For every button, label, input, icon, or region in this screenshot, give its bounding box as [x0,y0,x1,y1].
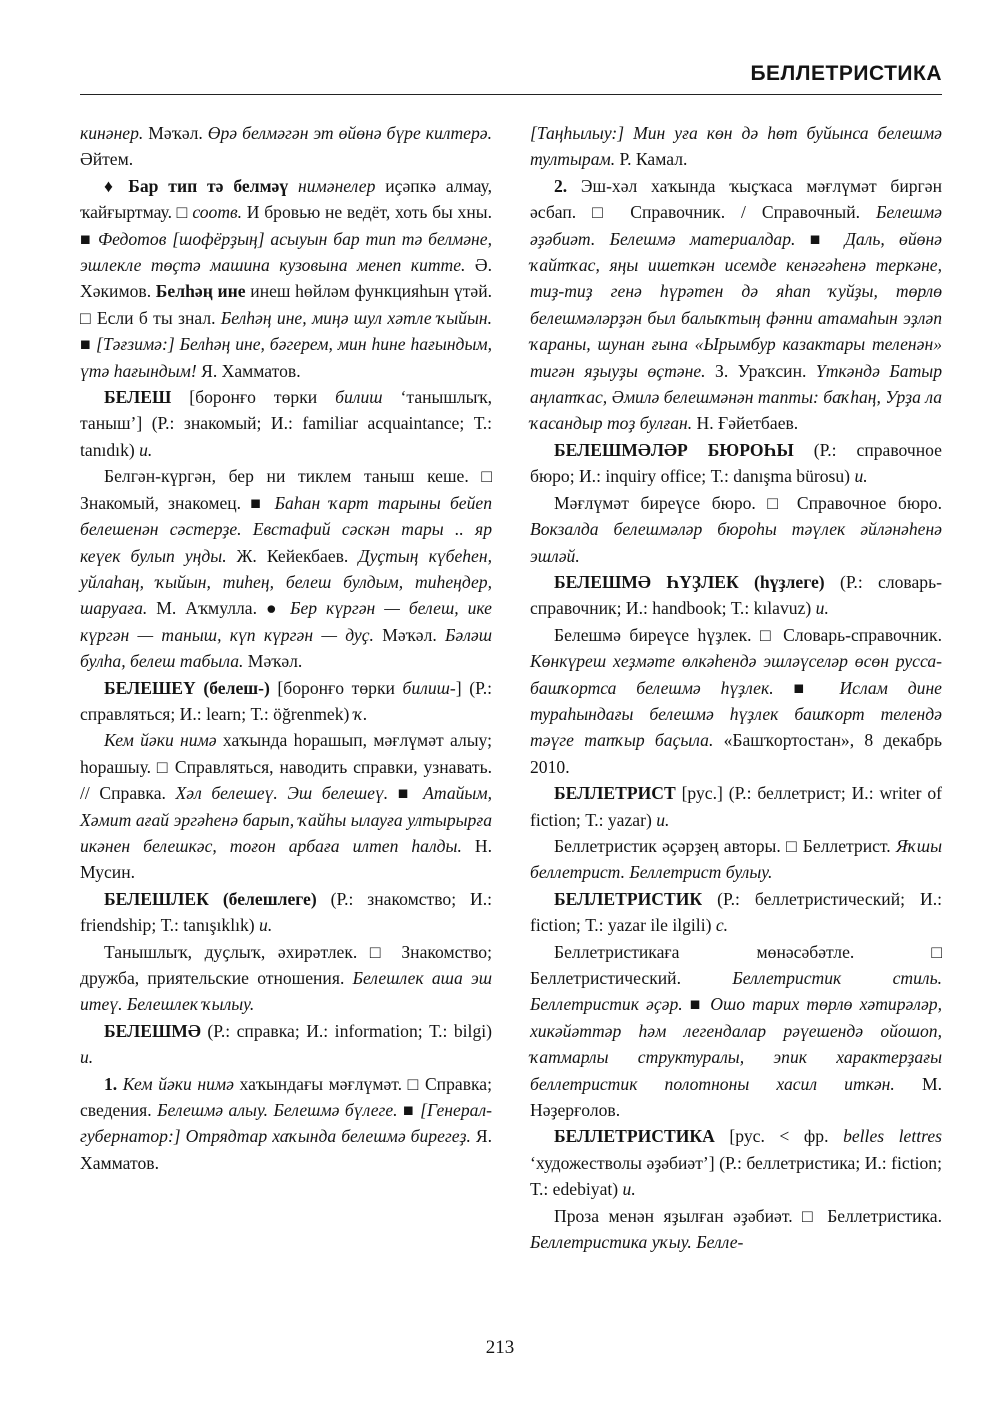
running-header [80,62,942,95]
dictionary-paragraph: [Таңһылыу:] Мин уға көн дә һөт буйынса белешмә тултырам. Р. Камал. [530,123,942,170]
dictionary-paragraph: Мәғлүмәт биреүсе бюро. □ Справочное бюро. Вокзалда белешмәләр бюроһы тәүлек әйләнәһенә эшләй. [530,492,942,566]
dictionary-paragraph: БЕЛЛЕТРИСТ [рус.] (Р.: беллетрист; И.: writer of fiction; Т.: yazar) и. [530,783,942,830]
left-column [80,120,492,1176]
dictionary-paragraph: Кем йәки нимә хаҡында һорашып, мәғлүмәт алыу; һорашыу. □ Справляться, наводить справки, узнавать. // Справка. Хәл белешеү. Эш белешеү. ■ Атайым, Хәмит ағай эргәһенә барып, ҡайһы ылауға ултырырға икәнен белешкәс, тоғон арбаға илтеп һалды. Н. Мусин. [80,730,492,883]
dictionary-paragraph: ♦ Бар тип тә белмәү нимәнелер иҫәпкә алмау, ҡайғыртмау. □ соотв. И бровью не ведёт, хоть бы хны. ■ Федотов [шофёрҙың] асыуын бар тип тә белмәне, эшлекле төҫтә машина кузовына менеп китте. Ә. Хәкимов. Белһәң ине инеш һөйләм функцияһын үтәй. □ Если б ты знал. Белһәң ине, миңә шул хәтле ҡыйын. ■ [Тәғзимә:] Белһәң ине, бәгерем, мин һине һағындым, үтә һағындым! Я. Хамматов. [80,175,493,381]
dictionary-paragraph: БЕЛЕШ [боронғо төрки билиш ‘танышлыҡ, таныш’] (Р.: знакомый; И.: familiar acquaintance; Т.: tanıdık) и. [80,387,492,460]
dictionary-paragraph: Танышлыҡ, дуҫлыҡ, әхирәтлек. □ Знакомство; дружба, приятельские отношения. Белешлек аша эш итеү. Белешлек ҡылыу. [80,941,493,1015]
dictionary-paragraph: Белешмә биреүсе һүҙлек. □ Словарь-справочник. Көнкүреш хеҙмәте өлкәһендә эшләүселәр өсөн русса-башҡортса белешмә һүҙлек. ■ Ислам дине тураһындағы белешмә һүҙлек башҡорт телендә тәүге тапҡыр баҫыла. «Башҡортостан», 8 декабрь 2010. [530,624,942,777]
dictionary-paragraph: БЕЛЕШМӘ ҺҮҘЛЕК (һүҙлеге) (Р.: словарь-справочник; И.: handbook; Т.: kılavuz) и. [530,571,942,619]
running-header-title: БЕЛЛЕТРИСТИКА [750,62,942,85]
dictionary-paragraph: БЕЛЛЕТРИСТИК (Р.: беллетристический; И.: fiction; Т.: yazar ile ilgili) с. [530,888,942,936]
dictionary-paragraph: БЕЛЕШЛЕК (белешлеге) (Р.: знакомство; И.: friendship; Т.: tanışıklık) и. [80,888,492,936]
dictionary-paragraph: БЕЛЛЕТРИСТИКА [рус. < фр. belles lettres ‘художестволы әҙәбиәт’] (Р.: беллетристика; И.: fiction; Т.: edebiyat) и. [530,1126,942,1200]
dictionary-paragraph: БЕЛЕШМӘ (Р.: справка; И.: information; Т.: bilgi) и. [80,1020,492,1068]
dictionary-paragraph: Беллетристик әҫәрҙең авторы. □ Беллетрист. Яҡшы беллетрист. Беллетрист булыу. [530,835,942,883]
dictionary-paragraph: БЕЛЕШМӘЛӘР БЮРОҺЫ (Р.: справочное бюро; И.: inquiry office; Т.: danışma bürosu) и. [530,439,942,487]
page-number: 213 [485,1337,515,1358]
dictionary-paragraph: Проза менән яҙылған әҙәбиәт. □ Беллетристика. Беллетристика уҡыу. Белле- [530,1205,942,1253]
dictionary-paragraph: 1. Кем йәки нимә хаҡындағы мәғлүмәт. □ Справка; сведения. Белешмә алыу. Белешмә бүлеге. ■ [Генерал-губернатор:] Отрядтар хаҡында белешмә бирегеҙ. Я. Хамматов. [80,1073,492,1173]
dictionary-paragraph: Белгән-күргән, бер ни тиклем таныш кеше. □ Знакомый, знакомец. ■ Баһан ҡарт тарыны бейеп белешенән сәстерҙе. Евстафий сәскән тары .. яр кеүек булып уңды. Ж. Кейекбаев. Дуҫтың күбеһен, уйлаһаң, ҡыйын, тиһең, белеш булдым, тиһеңдер, шаруаға. М. Аҡмулла. ● Бер күргән — белеш, ике күргән — таныш, күп күргән — дуҫ. Мәҡәл. Бәләш булһа, белеш табыла. Мәҡәл. [80,466,492,672]
dictionary-paragraph: БЕЛЕШЕҮ (белеш-) [боронғо төрки билиш-] (Р.: справляться; И.: learn; Т.: öğrenmek) ҡ. [80,677,492,724]
dictionary-paragraph: 2. Эш-хәл хаҡында ҡыҫҡаса мәғлүмәт биргән әсбап. □ Справочник. / Справочный. Белешмә әҙәбиәт. Белешмә материалдар. ■ Даль, өйөнә ҡайтҡас, яңы ишеткән исемде кенәгәһенә теркәне, тиҙ-тиҙ генә һүрәтен дә яһап ҡуйҙы, төрлө белешмәләрҙән был балыҡтың фәнни атамаһын эҙләп ҡараны, шунан ғына «Ырымбур казактары теленән» тигән яҙыуҙы өҫтәне. З. Ураҡсин. Үткәндә Батыр аңлатҡас, Әмилә белешмәнән тапты: баҡһаң, Урҙа ла ҡасандыр тоҙ булған. Н. Ғәйетбаев. [530,175,942,434]
dictionary-paragraph: Беллетристикаға мөнәсәбәтле. □ Беллетристический. Беллетристик стиль. Беллетристик әҫәр. ■ Ошо тарих төрлө хәтирәләр, хикәйәттәр һәм легендалар рәүешендә ойошоп, ҡатмарлы структуралы, эпик характерҙағы беллетристик полотноны хасил иткән. М. Нәҙерғолов. [530,941,942,1121]
right-column [530,120,942,1255]
dictionary-paragraph: кинәнер. Мәҡәл. Өрә белмәгән эт өйөнә бүре килтерә. Әйтем. [80,123,492,170]
